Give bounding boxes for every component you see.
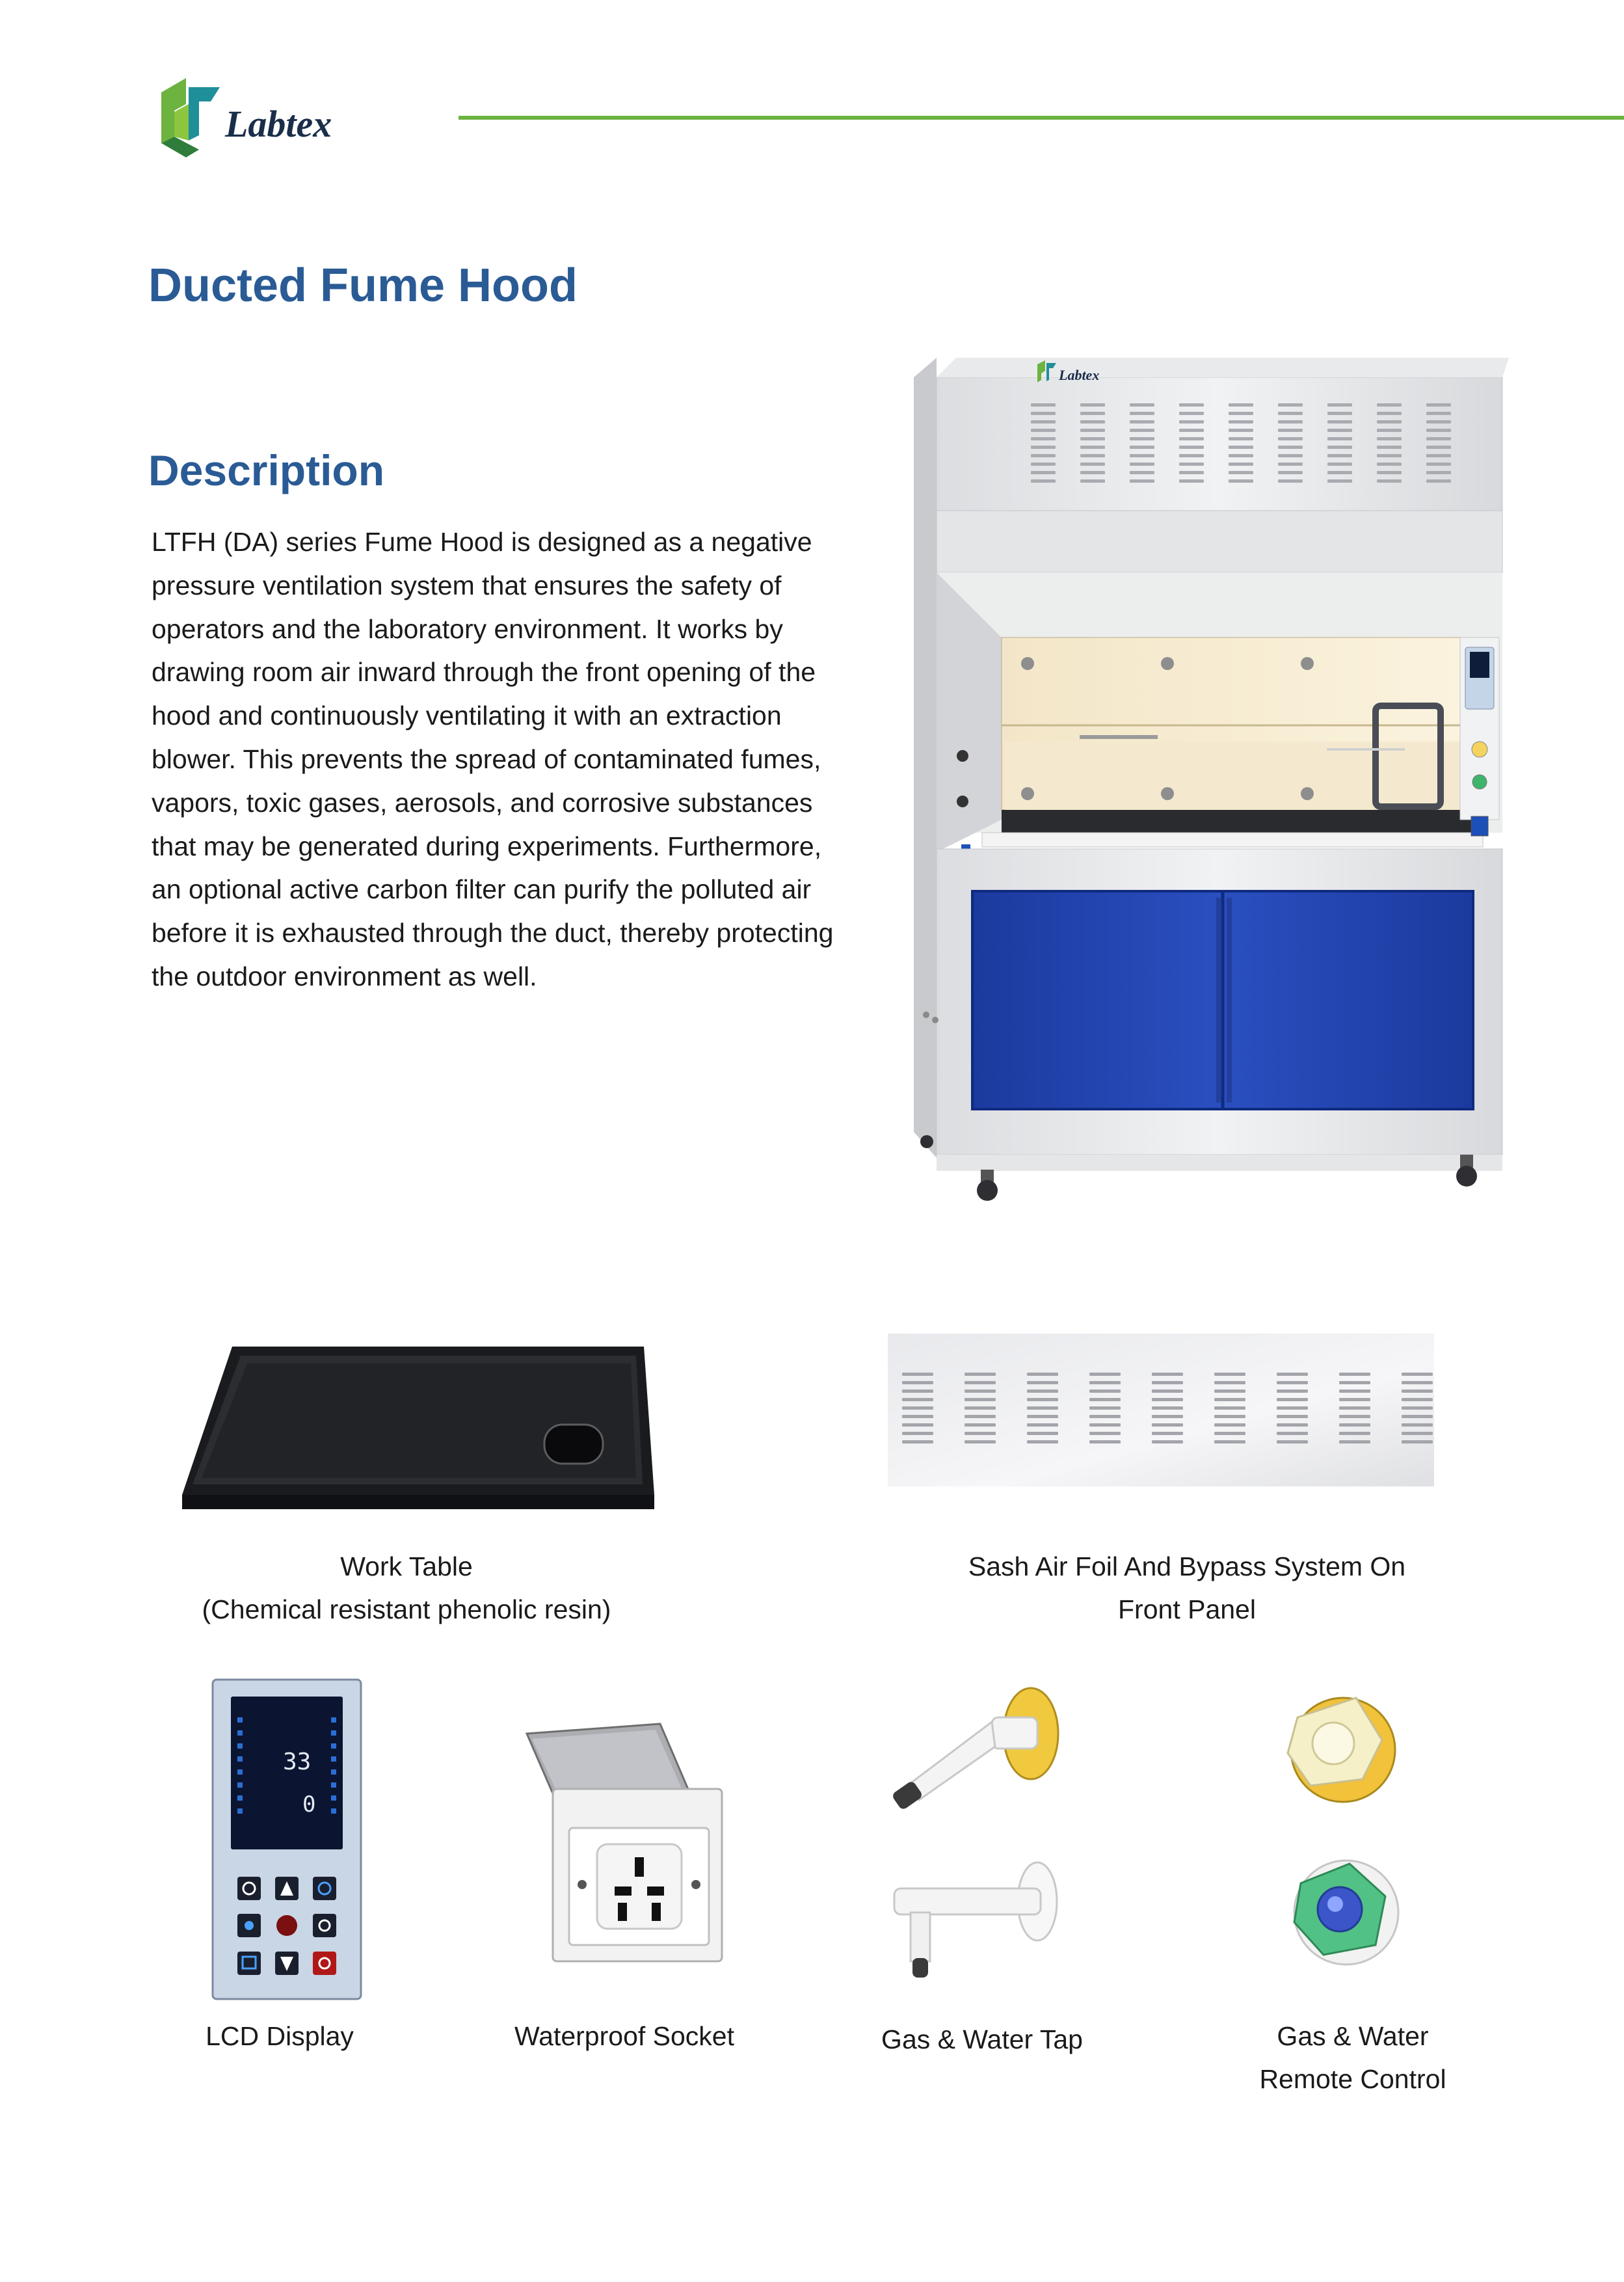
vent-slot	[1339, 1398, 1370, 1401]
vent-slot	[1080, 446, 1105, 449]
vent-slot	[1229, 437, 1253, 440]
vent-slot	[1031, 454, 1056, 457]
description-line: the outdoor environment as well.	[152, 961, 537, 991]
vent-slot	[1277, 1398, 1308, 1401]
vent-slot	[1377, 412, 1402, 415]
socket-caption: Waterproof Socket	[514, 2021, 734, 2051]
vent-slot	[1080, 454, 1105, 457]
vent-slot	[1089, 1415, 1121, 1418]
caption-line: Sash Air Foil And Bypass System On	[968, 1551, 1406, 1581]
vent-slot	[1277, 1432, 1308, 1435]
vent-slot	[1229, 412, 1253, 415]
vent-slot	[1031, 403, 1056, 407]
vent-slot	[1214, 1398, 1245, 1401]
vent-slot	[1278, 454, 1303, 457]
description-line: operators and the laboratory environment. It works by	[152, 613, 783, 644]
vent-slot	[1179, 420, 1204, 423]
work-table-caption	[130, 1545, 683, 1631]
vent-slot	[1426, 437, 1451, 440]
vent-slot	[1080, 471, 1105, 474]
vent-slot	[1179, 471, 1204, 474]
vent-slot	[1327, 403, 1352, 407]
vent-slot	[1130, 412, 1154, 415]
remote-caption	[1210, 2015, 1496, 2101]
vent-slot	[965, 1381, 996, 1384]
vent-slot	[1426, 403, 1451, 407]
vent-slot	[965, 1389, 996, 1393]
airfoil-caption	[911, 1545, 1463, 1631]
vent-slot	[1402, 1415, 1433, 1418]
vent-slot	[1377, 437, 1402, 440]
vent-slot	[1339, 1381, 1370, 1384]
vent-slot	[1377, 471, 1402, 474]
caption-line: Work Table	[340, 1551, 473, 1581]
vent-slot	[1229, 429, 1253, 432]
vent-slot	[1031, 420, 1056, 423]
description-line: drawing room air inward through the front opening of the	[152, 657, 816, 688]
vent-slot	[1080, 437, 1105, 440]
vent-slot	[1027, 1381, 1058, 1384]
vent-slot	[902, 1406, 933, 1410]
vent-slot	[1089, 1423, 1121, 1427]
vent-slot	[1080, 429, 1105, 432]
vent-slot	[1229, 454, 1253, 457]
vent-slot	[1277, 1406, 1308, 1410]
vent-slot	[1152, 1381, 1183, 1384]
description-line: hood and continuously ventilating it with an extraction	[152, 701, 782, 731]
vent-slot	[1214, 1381, 1245, 1384]
vent-slot	[1278, 471, 1303, 474]
vent-slot	[1031, 463, 1056, 466]
logo-wordmark: Labtex	[225, 103, 332, 145]
vent-slot	[1027, 1423, 1058, 1427]
vent-slot	[1327, 463, 1352, 466]
vent-slot	[965, 1398, 996, 1401]
caption-line: Remote Control	[1259, 2064, 1446, 2094]
vent-slot	[902, 1415, 933, 1418]
lcd-reading-mid: 0	[302, 1792, 316, 1818]
vent-slot	[1214, 1373, 1245, 1376]
vent-slot	[902, 1423, 933, 1427]
vent-slot	[1327, 446, 1352, 449]
vent-slot	[1089, 1432, 1121, 1435]
vent-slot	[1339, 1432, 1370, 1435]
vent-slot	[1278, 437, 1303, 440]
logo-mark-icon	[161, 78, 220, 157]
vent-slot	[902, 1398, 933, 1401]
vent-slot	[1402, 1381, 1433, 1384]
vent-slot	[1327, 420, 1352, 423]
vent-slot	[1027, 1432, 1058, 1435]
vent-slot	[1339, 1373, 1370, 1376]
vent-slot	[1339, 1423, 1370, 1427]
gas-water-tap-image	[881, 1682, 1070, 1981]
vent-slot	[1130, 437, 1154, 440]
vent-slot	[1377, 403, 1402, 407]
vent-slot	[1426, 479, 1451, 483]
vent-slot	[1179, 446, 1204, 449]
vent-slot	[1031, 479, 1056, 483]
vent-slot	[1152, 1432, 1183, 1435]
vent-slot	[1229, 403, 1253, 407]
vent-slot	[1214, 1415, 1245, 1418]
vent-slot	[1130, 403, 1154, 407]
vent-slot	[1402, 1432, 1433, 1435]
vent-slot	[1278, 463, 1303, 466]
labtex-logo	[148, 73, 382, 165]
vent-slot	[1179, 429, 1204, 432]
vent-slot	[1179, 463, 1204, 466]
vent-slot	[1130, 429, 1154, 432]
caption-line: (Chemical resistant phenolic resin)	[202, 1594, 611, 1624]
description-line: before it is exhausted through the duct, thereby protecting	[152, 918, 834, 948]
tap-caption: Gas & Water Tap	[881, 2024, 1083, 2054]
page-title: Ducted Fume Hood	[148, 260, 578, 312]
description-line: LTFH (DA) series Fume Hood is designed as a negative	[152, 527, 812, 557]
vent-slot	[1229, 463, 1253, 466]
vent-slot	[1089, 1398, 1121, 1401]
vent-slot	[1089, 1406, 1121, 1410]
description-line: vapors, toxic gases, aerosols, and corrosive substances	[152, 787, 813, 818]
vent-slot	[1031, 412, 1056, 415]
vent-slot	[1402, 1440, 1433, 1443]
vent-slot	[1130, 463, 1154, 466]
fume-hood-image	[911, 351, 1509, 1216]
vent-slot	[1229, 446, 1253, 449]
vent-slot	[1031, 437, 1056, 440]
vent-slot	[1152, 1406, 1183, 1410]
vent-slot	[1080, 403, 1105, 407]
description-line: that may be generated during experiments. Furthermore,	[152, 831, 822, 861]
vent-slot	[1089, 1381, 1121, 1384]
vent-slot	[1377, 463, 1402, 466]
lcd-caption: LCD Display	[206, 2021, 354, 2051]
vent-slot	[1027, 1415, 1058, 1418]
vent-slot	[1377, 479, 1402, 483]
vent-slot	[1179, 403, 1204, 407]
vent-slot	[1426, 420, 1451, 423]
vent-slot	[1229, 479, 1253, 483]
description-body	[152, 520, 893, 999]
vent-slot	[1277, 1381, 1308, 1384]
vent-slot	[1402, 1373, 1433, 1376]
vent-slot	[1130, 420, 1154, 423]
vent-slot	[1278, 429, 1303, 432]
vent-slot	[1089, 1373, 1121, 1376]
vent-slot	[1377, 429, 1402, 432]
vent-slot	[1277, 1373, 1308, 1376]
vent-slot	[1426, 412, 1451, 415]
vent-slot	[1426, 463, 1451, 466]
vent-slot	[965, 1373, 996, 1376]
vent-slot	[1152, 1415, 1183, 1418]
vent-slot	[965, 1440, 996, 1443]
vent-slot	[1402, 1398, 1433, 1401]
vent-slot	[1152, 1389, 1183, 1393]
vent-slot	[1130, 471, 1154, 474]
vent-slot	[1179, 412, 1204, 415]
vent-slot	[1278, 403, 1303, 407]
sash-airfoil-image	[888, 1334, 1434, 1486]
vent-slot	[1327, 437, 1352, 440]
description-line: pressure ventilation system that ensures the safety of	[152, 570, 782, 600]
vent-slot	[1130, 454, 1154, 457]
vent-slot	[1377, 454, 1402, 457]
vent-slot	[902, 1389, 933, 1393]
vent-slot	[1278, 479, 1303, 483]
vent-slot	[1377, 446, 1402, 449]
vent-slot	[1277, 1440, 1308, 1443]
vent-slot	[1327, 412, 1352, 415]
vent-slot	[1031, 446, 1056, 449]
vent-slot	[1214, 1440, 1245, 1443]
vent-slot	[1229, 420, 1253, 423]
vent-slot	[1027, 1389, 1058, 1393]
vent-slot	[1152, 1440, 1183, 1443]
vent-slot	[1080, 463, 1105, 466]
vent-slot	[1339, 1415, 1370, 1418]
vent-slots	[902, 1373, 1433, 1443]
vent-slot	[1327, 429, 1352, 432]
vent-slot	[1214, 1423, 1245, 1427]
vent-slot	[1327, 471, 1352, 474]
vent-slot	[1339, 1406, 1370, 1410]
lcd-reading-top: 33	[283, 1749, 312, 1775]
header-rule	[459, 116, 1624, 120]
vent-slot	[1402, 1389, 1433, 1393]
description-line: blower. This prevents the spread of contaminated fumes,	[152, 744, 821, 774]
vent-slot	[1027, 1398, 1058, 1401]
waterproof-socket-image	[520, 1721, 728, 1965]
vent-slot	[1277, 1423, 1308, 1427]
vent-slot	[1278, 412, 1303, 415]
vent-slot	[1089, 1440, 1121, 1443]
vent-slot	[1027, 1440, 1058, 1443]
svg-text:Labtex: Labtex	[1059, 367, 1100, 383]
vent-slot	[1327, 479, 1352, 483]
vent-slot	[1339, 1440, 1370, 1443]
vent-slot	[1214, 1406, 1245, 1410]
vent-slot	[965, 1432, 996, 1435]
vent-slot	[1229, 471, 1253, 474]
vent-slot	[1080, 479, 1105, 483]
vent-slot	[1027, 1373, 1058, 1376]
control-button-icon	[237, 1877, 336, 1975]
vent-slot	[965, 1415, 996, 1418]
vent-slot	[1426, 446, 1451, 449]
vent-slot	[1278, 420, 1303, 423]
vent-slot	[902, 1381, 933, 1384]
work-table-image	[170, 1340, 658, 1509]
vent-slot	[1179, 479, 1204, 483]
vent-slot	[1214, 1432, 1245, 1435]
caption-line: Gas & Water	[1277, 2021, 1429, 2051]
vent-slot	[1152, 1373, 1183, 1376]
vent-slot	[1027, 1406, 1058, 1410]
vent-slot	[1080, 412, 1105, 415]
vent-slot	[1179, 437, 1204, 440]
remote-control-image	[1265, 1688, 1405, 1974]
vent-slot	[902, 1440, 933, 1443]
vent-slot	[1339, 1389, 1370, 1393]
vent-slot	[1214, 1389, 1245, 1393]
vent-slot	[965, 1423, 996, 1427]
vent-slot	[1402, 1406, 1433, 1410]
vent-slot	[902, 1373, 933, 1376]
description-line: an optional active carbon filter can purify the polluted air	[152, 874, 812, 905]
vent-slot	[1130, 479, 1154, 483]
vent-slot	[1130, 446, 1154, 449]
vent-slot	[1089, 1389, 1121, 1393]
vent-slot	[1031, 471, 1056, 474]
description-heading: Description	[148, 446, 385, 494]
vent-slot	[1031, 429, 1056, 432]
vent-slot	[1179, 454, 1204, 457]
vent-slot	[1278, 446, 1303, 449]
vent-slot	[1277, 1389, 1308, 1393]
vent-slot	[1426, 471, 1451, 474]
vent-slot	[1426, 454, 1451, 457]
vent-slot	[1377, 420, 1402, 423]
caption-line: Front Panel	[1118, 1594, 1256, 1624]
vent-slot	[1152, 1423, 1183, 1427]
vent-slot	[1327, 454, 1352, 457]
vent-slot	[1152, 1398, 1183, 1401]
vent-slot	[1277, 1415, 1308, 1418]
vent-slot	[965, 1406, 996, 1410]
lcd-display-image	[211, 1678, 362, 2000]
vent-slot	[1402, 1423, 1433, 1427]
vent-slot	[1426, 429, 1451, 432]
vent-slot	[902, 1432, 933, 1435]
vent-slot	[1080, 420, 1105, 423]
